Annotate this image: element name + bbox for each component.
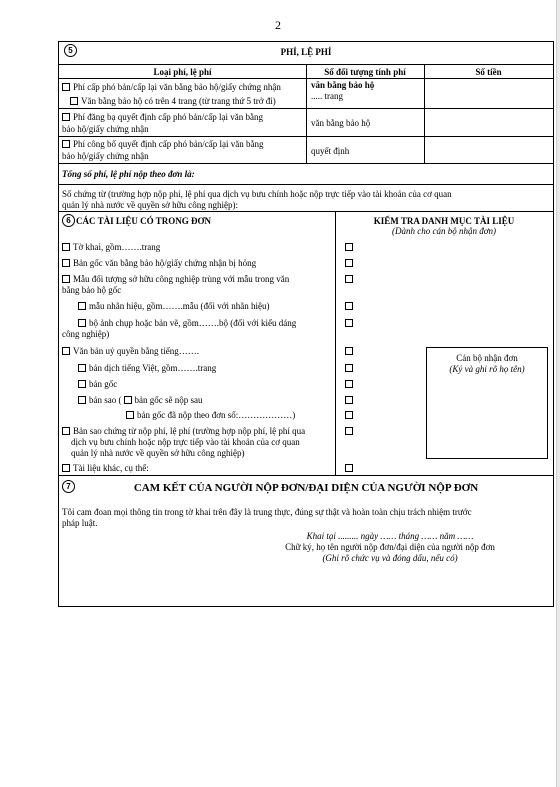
verify-checkbox-2[interactable]	[345, 259, 353, 267]
checkbox[interactable]	[78, 364, 86, 372]
verify-checkbox-7[interactable]	[345, 364, 353, 372]
verify-checkbox-4[interactable]	[345, 302, 353, 310]
doc-item-other: Tài liệu khác, cụ thể:	[62, 463, 149, 473]
checkbox[interactable]	[78, 319, 86, 327]
section-7-number: 7	[62, 480, 75, 493]
documents-title: CÁC TÀI LIỆU CÓ TRONG ĐƠN	[76, 216, 211, 226]
fees-total: Tổng số phí, lệ phí nộp theo đơn là:	[62, 169, 195, 179]
verify-checkbox-5[interactable]	[345, 319, 353, 327]
doc-item-sample-line1: Mẫu đối tượng sở hữu công nghiệp trùng với mẫu trong văn	[62, 274, 289, 284]
checkbox[interactable]	[62, 347, 70, 355]
verify-checkbox-12[interactable]	[345, 464, 353, 472]
fee-row3-line2: bảo hộ/giấy chứng nhận	[62, 151, 149, 161]
doc-item-declaration: Tờ khai, gồm…….trang	[62, 242, 160, 252]
receipt-line2: quản lý nhà nước về quyền sở hữu công nghiệp):	[62, 200, 238, 210]
officer-note: (Ký và ghi rõ họ tên)	[449, 364, 525, 374]
fee-row2-line1: Phí đăng bạ quyết định cấp phó bản/cấp lại văn bằng	[62, 112, 263, 122]
verify-checkbox-10[interactable]	[345, 411, 353, 419]
fee-row2-count: văn bằng bảo hộ	[311, 118, 371, 128]
receipt-line1: Số chứng từ (trường hợp nộp phí, lệ phí qua dịch vụ bưu chính hoặc nộp trực tiếp vào tài khoản của cơ quan	[62, 189, 452, 199]
verify-checkbox-9[interactable]	[345, 396, 353, 404]
verify-checkbox-1[interactable]	[345, 243, 353, 251]
checkbox[interactable]	[62, 259, 70, 267]
doc-item-fee-receipt-line1: Bản sao chứng từ nộp phí, lệ phí (trường hợp nộp phí, lệ phí qua	[62, 426, 305, 436]
commitment-section	[58, 475, 554, 607]
check-subtitle: (Dành cho cán bộ nhận đơn)	[391, 226, 497, 236]
checkbox[interactable]	[78, 396, 86, 404]
checkbox[interactable]	[62, 427, 70, 435]
doc-item-design-photos-line1: bộ ảnh chụp hoặc bản vẽ, gồm…….bộ (đối với kiểu dáng	[78, 318, 296, 328]
fees-section	[58, 41, 554, 185]
fee-row1-line1: Phí cấp phó bản/cấp lại văn bằng bảo hộ/giấy chứng nhận	[62, 82, 281, 92]
officer-title: Cán bộ nhận đơn	[456, 353, 518, 363]
doc-item-power-of-attorney: Văn bản uỷ quyền bằng tiếng…….	[62, 346, 199, 356]
doc-item-translation: bản dịch tiếng Việt, gồm…….trang	[78, 363, 216, 373]
fees-col-count: Số đối tượng tính phí	[324, 67, 406, 77]
receipt-section	[58, 184, 554, 212]
doc-item-fee-receipt-line2: dịch vụ bưu chính hoặc nộp trực tiếp vào tài khoản của cơ quan	[71, 437, 300, 447]
verify-checkbox-8[interactable]	[345, 380, 353, 388]
checkbox[interactable]	[62, 83, 70, 91]
signature-line: Chữ ký, họ tên người nộp đơn/đại diện của người nộp đơn	[285, 542, 495, 552]
verify-checkbox-3[interactable]	[345, 275, 353, 283]
checkbox[interactable]	[124, 396, 132, 404]
doc-item-damaged-certificate: Bản gốc văn bằng bảo hộ/giấy chứng nhận bị hỏng	[62, 258, 256, 268]
checkbox[interactable]	[70, 97, 78, 105]
checkbox[interactable]	[126, 411, 134, 419]
fee-row3-line1: Phí công bố quyết định cấp phó bản/cấp lại văn bằng	[62, 139, 263, 149]
checkbox[interactable]	[62, 243, 70, 251]
doc-item-copy-option2: bản gốc đã nộp theo đơn số:………………)	[126, 410, 295, 420]
doc-item-design-photos-line2: công nghiệp)	[62, 329, 110, 339]
checkbox[interactable]	[62, 464, 70, 472]
doc-item-trademark-sample: mẫu nhãn hiệu, gồm…….mẫu (đối với nhãn hiệu)	[78, 301, 269, 311]
fee-row1-count2: ..... trang	[311, 91, 343, 101]
doc-item-original: bản gốc	[78, 379, 117, 389]
documents-section	[58, 211, 554, 476]
checkbox[interactable]	[62, 275, 70, 283]
date-line: Khai tại ......... ngày …… tháng …… năm ……	[306, 531, 474, 541]
fee-row1-count1: văn bằng bảo hộ	[311, 80, 375, 90]
check-title: KIỂM TRA DANH MỤC TÀI LIỆU	[373, 216, 515, 226]
fees-col-amount: Số tiền	[475, 67, 502, 77]
checkbox[interactable]	[62, 113, 70, 121]
commitment-text-line2: pháp luật.	[62, 518, 98, 528]
fee-row1-line2: Văn bằng bảo hộ có trên 4 trang (từ trang thứ 5 trở đi)	[70, 96, 276, 106]
checkbox[interactable]	[78, 302, 86, 310]
signature-note: (Ghi rõ chức vụ và đóng dấu, nếu có)	[322, 553, 458, 563]
commitment-text-line1: Tôi cam đoan mọi thông tin trong tờ khai trên đây là trung thực, đúng sự thật và hoàn toàn chịu trách nhiệm trước	[62, 507, 472, 517]
doc-item-fee-receipt-line3: quản lý nhà nước về quyền sở hữu công nghiệp)	[71, 448, 245, 458]
fee-row3-count: quyết định	[311, 146, 350, 156]
fees-col-type: Loại phí, lệ phí	[153, 67, 212, 77]
verify-checkbox-11[interactable]	[345, 427, 353, 435]
checkbox[interactable]	[62, 140, 70, 148]
fee-row2-line2: bảo hộ/giấy chứng nhận	[62, 124, 149, 134]
doc-item-sample-line2: bằng bảo hộ gốc	[62, 285, 122, 295]
checkbox[interactable]	[78, 380, 86, 388]
fees-title: PHÍ, LỆ PHÍ	[280, 47, 332, 57]
section-5-number: 5	[64, 44, 77, 57]
section-6-number: 6	[62, 214, 75, 227]
doc-item-copy: bản sao ( bản gốc sẽ nộp sau	[78, 395, 202, 405]
receiving-officer-box	[426, 347, 548, 459]
page-number: 2	[275, 18, 281, 32]
verify-checkbox-6[interactable]	[345, 347, 353, 355]
commitment-title: CAM KẾT CỦA NGƯỜI NỘP ĐƠN/ĐẠI DIỆN CỦA NGƯỜI NỘP ĐƠN	[133, 482, 479, 494]
